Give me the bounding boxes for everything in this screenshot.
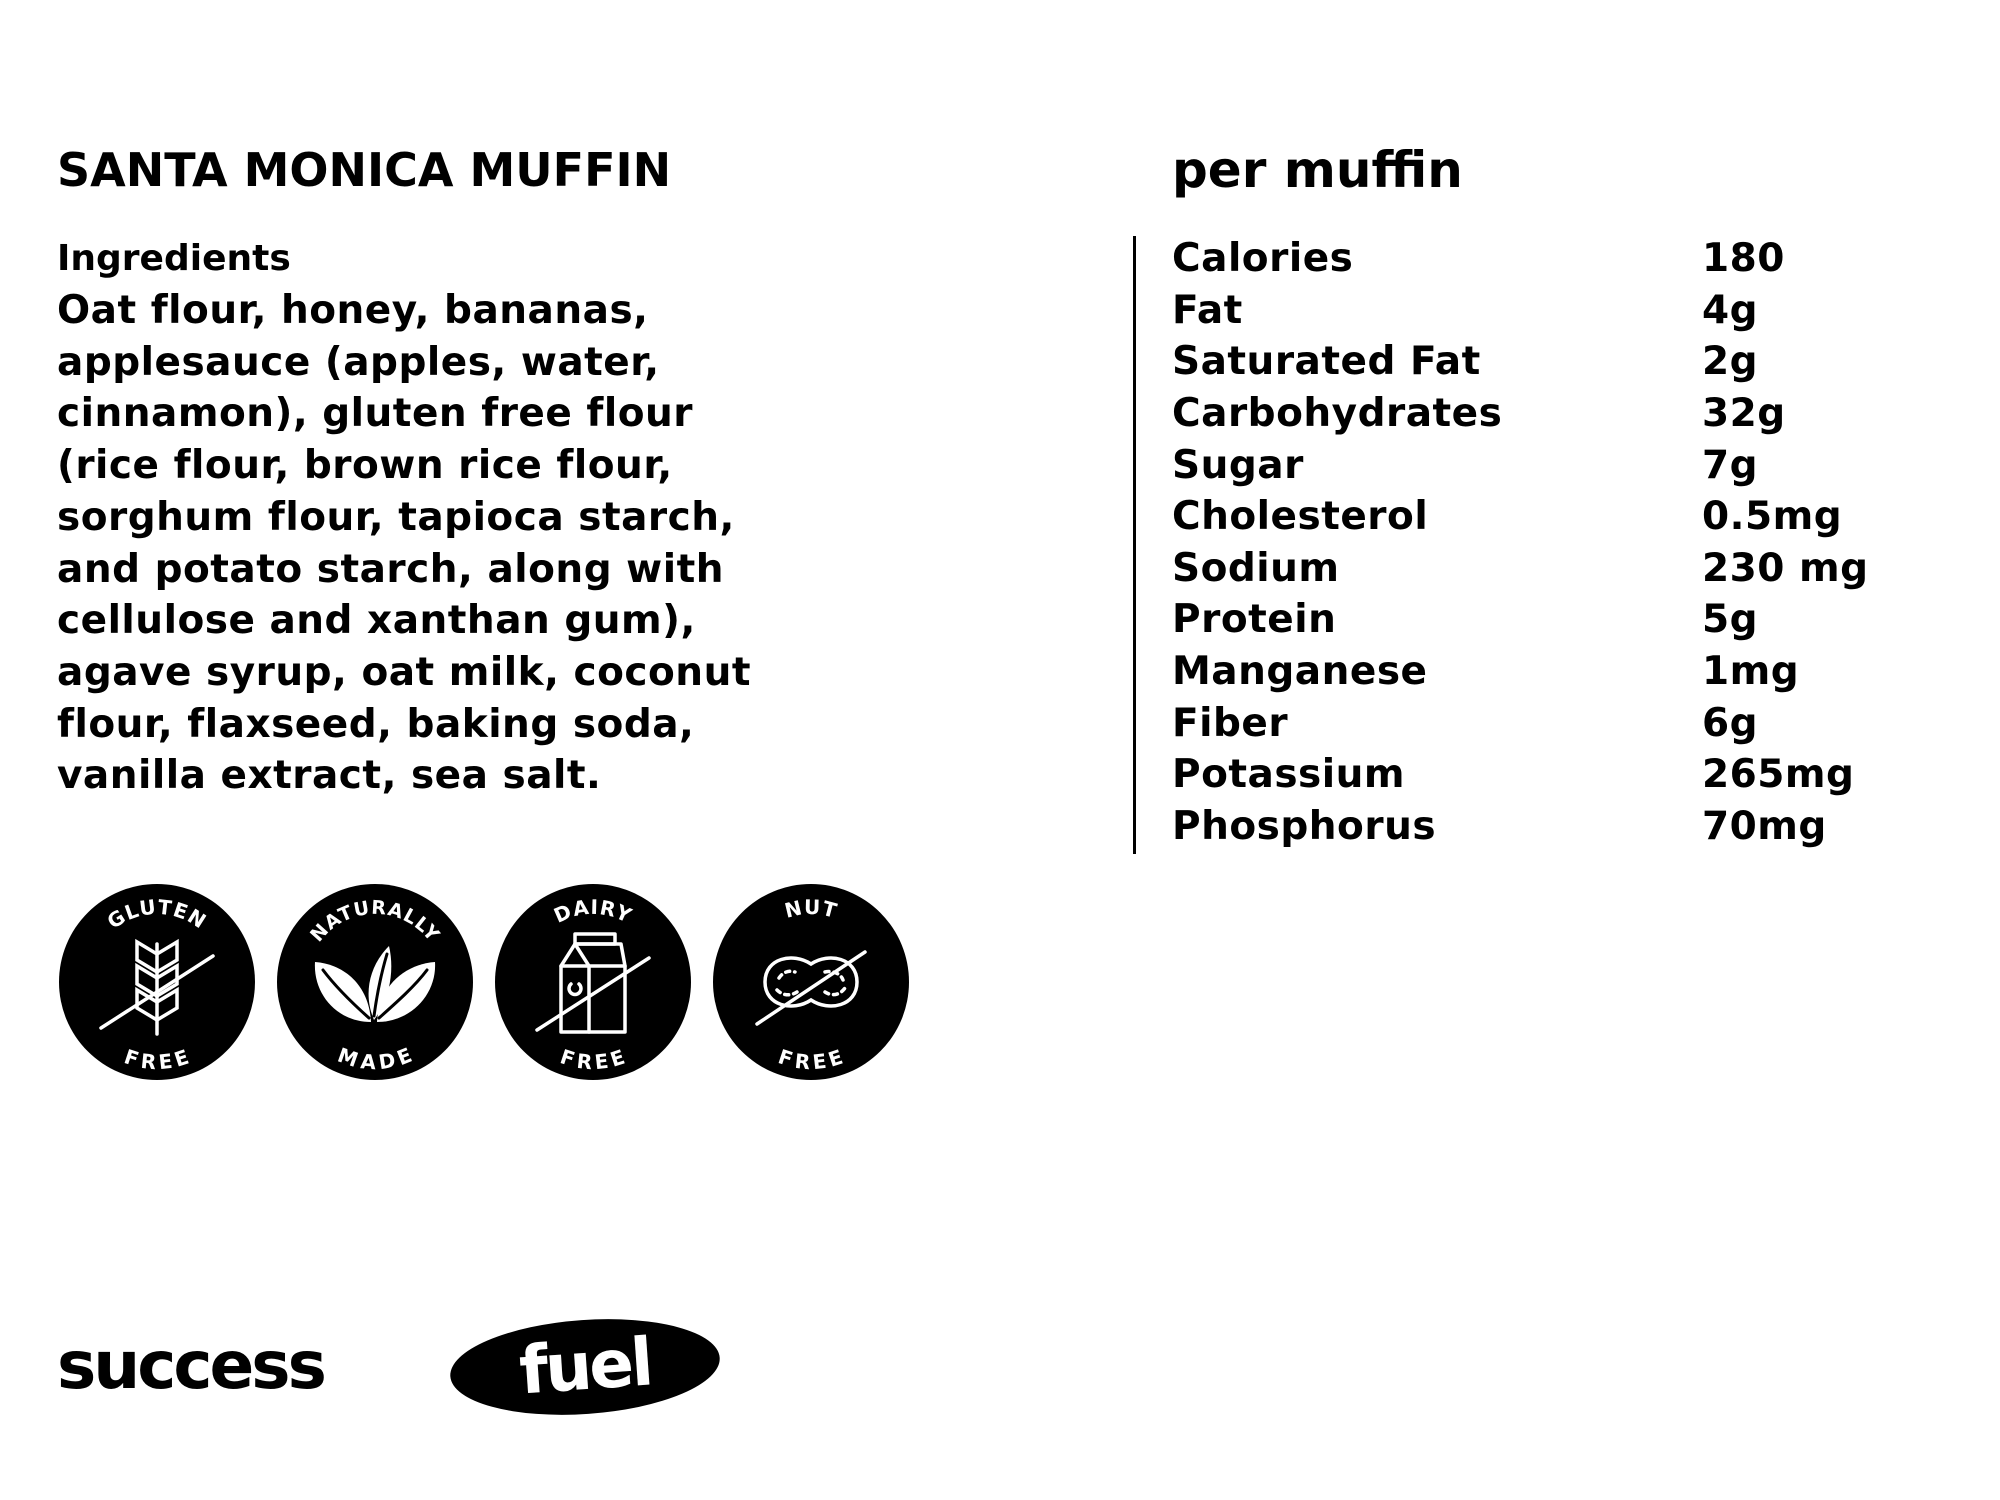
nutrient-name: Sugar xyxy=(1172,442,1304,488)
nutrient-value: 32g xyxy=(1702,391,1786,437)
nutrition-row-fiber xyxy=(1172,697,1972,749)
nutrient-value: 1mg xyxy=(1702,649,1800,695)
ingredients-line: sorghum flour, tapioca starch, xyxy=(57,494,735,540)
ingredients-line: vanilla extract, sea salt. xyxy=(57,753,602,799)
peanut-crossed-icon xyxy=(713,884,909,1080)
nutrition-row-phosphorus xyxy=(1172,801,1972,853)
ingredients-line: cellulose and xanthan gum), xyxy=(57,598,696,644)
badge-bottom-text: FREE xyxy=(557,1044,629,1075)
nutrient-value: 0.5mg xyxy=(1702,494,1843,540)
nutrient-value: 7g xyxy=(1702,442,1759,488)
nutrition-row-sodium xyxy=(1172,543,1972,595)
leaves-icon xyxy=(277,884,473,1080)
nutrition-row-saturated-fat xyxy=(1172,336,1972,388)
milk-carton-crossed-icon xyxy=(495,884,691,1080)
ingredients-line: applesauce (apples, water, xyxy=(57,339,660,385)
nutrition-row-carbohydrates xyxy=(1172,388,1972,440)
ingredients-section xyxy=(57,233,1057,802)
diet-badges xyxy=(59,884,909,1080)
wheat-crossed-icon xyxy=(59,884,255,1080)
ingredients-line: agave syrup, oat milk, coconut xyxy=(57,649,751,695)
nutrient-name: Saturated Fat xyxy=(1172,339,1481,385)
naturally-made-badge xyxy=(277,884,473,1080)
ingredients-line: and potato starch, along with xyxy=(57,546,724,592)
gluten-free-badge xyxy=(59,884,255,1080)
nutrition-row-sugar xyxy=(1172,439,1972,491)
badge-bottom-text: FREE xyxy=(775,1044,847,1075)
product-title: SANTA MONICA MUFFIN xyxy=(57,143,672,197)
nutrient-name: Potassium xyxy=(1172,752,1406,798)
nutrition-table xyxy=(1172,233,1972,852)
badge-bottom-text: FREE xyxy=(121,1044,193,1075)
nutrient-name: Carbohydrates xyxy=(1172,391,1503,437)
ingredients-line: Oat flour, honey, bananas, xyxy=(57,288,649,333)
svg-text:NUT xyxy=(782,895,840,923)
nutrient-name: Fiber xyxy=(1172,700,1289,746)
nutrient-value: 230 mg xyxy=(1702,545,1869,591)
nutrient-value: 265mg xyxy=(1702,752,1855,798)
nut-free-badge xyxy=(713,884,909,1080)
nutrition-row-cholesterol xyxy=(1172,491,1972,543)
nutrition-row-potassium xyxy=(1172,749,1972,801)
nutrition-row-protein xyxy=(1172,594,1972,646)
badge-top-text: GLUTEN xyxy=(102,894,212,934)
nutrient-name: Sodium xyxy=(1172,545,1340,591)
nutrient-name: Protein xyxy=(1172,597,1337,643)
nutrient-value: 180 xyxy=(1702,236,1785,282)
nutrient-name: Calories xyxy=(1172,236,1354,282)
dairy-free-badge xyxy=(495,884,691,1080)
column-divider xyxy=(1133,236,1136,854)
badge-top-text: NUT xyxy=(782,894,841,923)
nutrient-name: Cholesterol xyxy=(1172,494,1429,540)
nutrition-row-manganese xyxy=(1172,646,1972,698)
nutrient-value: 2g xyxy=(1702,339,1759,385)
nutrient-value: 5g xyxy=(1702,597,1759,643)
nutrient-name: Fat xyxy=(1172,287,1243,333)
per-serving-heading: per muffin xyxy=(1172,141,1463,199)
badge-bottom-text: MADE xyxy=(334,1042,417,1075)
brand-word-fuel: fuel xyxy=(516,1323,654,1410)
nutrient-value: 4g xyxy=(1702,287,1759,333)
brand-logo xyxy=(57,1316,677,1416)
ingredients-line: flour, flaxseed, baking soda, xyxy=(57,701,695,747)
nutrient-name: Manganese xyxy=(1172,649,1428,695)
nutrition-row-calories xyxy=(1172,233,1972,285)
ingredients-heading: Ingredients xyxy=(57,238,291,279)
ingredients-line: cinnamon), gluten free flour xyxy=(57,391,694,437)
nutrient-name: Phosphorus xyxy=(1172,803,1437,849)
nutrition-row-fat xyxy=(1172,285,1972,337)
badge-top-text: DAIRY xyxy=(550,894,636,928)
nutrient-value: 6g xyxy=(1702,700,1759,746)
brand-oval xyxy=(447,1311,723,1424)
brand-word-success: success xyxy=(57,1327,324,1404)
ingredients-line: (rice flour, brown rice flour, xyxy=(57,443,673,489)
nutrient-value: 70mg xyxy=(1702,803,1827,849)
badge-top-text: NATURALLY xyxy=(306,896,445,947)
